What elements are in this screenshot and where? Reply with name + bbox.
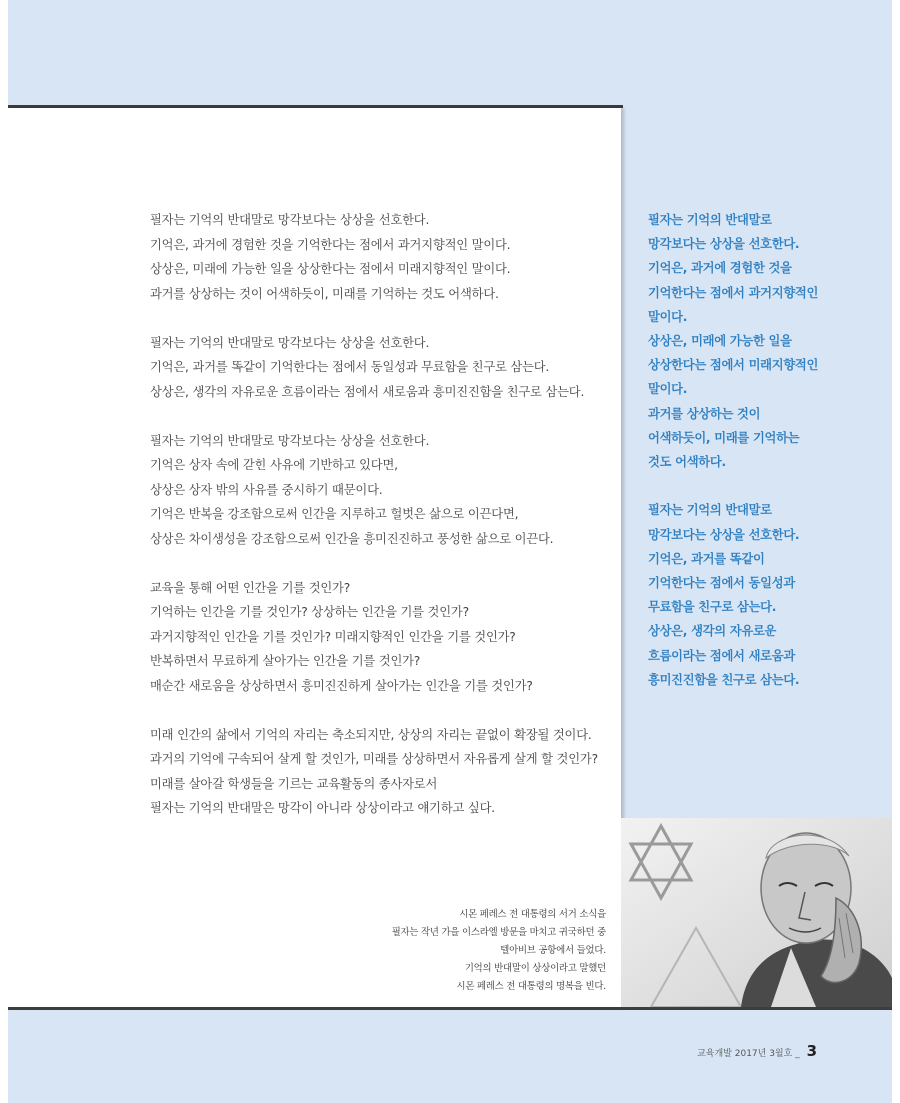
body-paragraph-line: 상상은, 생각의 자유로운 흐름이라는 점에서 새로움과 흥미진진함을 친구로 삼는다. <box>150 384 585 399</box>
bottom-divider <box>8 1007 892 1010</box>
article-body <box>150 208 610 845</box>
body-paragraph-line: 기억은, 과거에 경험한 것을 기억한다는 점에서 과거지향적인 말이다. <box>150 237 511 252</box>
pull-quote-paragraph-line: 망각보다는 상상을 선호한다. <box>648 527 800 542</box>
body-paragraph-line: 상상은 상자 밖의 사유를 중시하기 때문이다. <box>150 482 383 497</box>
pull-quote-paragraph-line: 기억은, 과거를 똑같이 <box>648 551 765 566</box>
pull-quote-paragraph-line: 기억한다는 점에서 과거지향적인 <box>648 285 819 300</box>
body-paragraph-line: 상상은, 미래에 가능한 일을 상상한다는 점에서 미래지향적인 말이다. <box>150 262 511 276</box>
caption-line: 시몬 페레스 전 대통령의 서거 소식을 <box>459 909 606 920</box>
body-paragraph-line: 상상은 차이생성을 강조함으로써 인간을 흥미진진하고 풍성한 삶으로 이끈다. <box>150 531 554 546</box>
pull-quote-paragraph-line: 말이다. <box>648 382 688 397</box>
body-paragraph-line: 매순간 새로움을 상상하면서 흥미진진하게 살아가는 인간을 기를 것인가? <box>150 678 533 693</box>
caption-line: 필자는 작년 가을 이스라엘 방문을 마치고 귀국하던 중 <box>391 927 606 938</box>
pull-quote-paragraph-line: 기억한다는 점에서 동일성과 <box>648 576 795 591</box>
body-paragraph-line: 반복하면서 무료하게 살아가는 인간을 기를 것인가? <box>150 654 421 668</box>
pull-quote <box>648 208 848 716</box>
body-paragraph <box>150 576 610 699</box>
pull-quote-paragraph-line: 말이다. <box>648 309 688 324</box>
pull-quote-paragraph-line: 기억은, 과거에 경험한 것을 <box>648 261 792 276</box>
pull-quote-paragraph-line: 필자는 기억의 반대말로 <box>648 213 772 227</box>
body-paragraph-line: 기억은, 과거를 똑같이 기억한다는 점에서 동일성과 무료함을 친구로 삼는다. <box>150 360 550 374</box>
photo-caption <box>330 906 606 996</box>
body-paragraph-line: 과거지향적인 인간을 기를 것인가? 미래지향적인 인간을 기를 것인가? <box>150 629 516 644</box>
caption-line: 텔아비브 공항에서 들었다. <box>500 945 606 956</box>
caption-line: 기억의 반대말이 상상이라고 말했던 <box>464 963 606 974</box>
body-paragraph-line: 과거의 기억에 구속되어 살게 할 것인가, 미래를 상상하면서 자유롭게 살게 할 것인가? <box>150 752 598 766</box>
body-paragraph-line: 교육을 통해 어떤 인간을 기를 것인가? <box>150 580 351 595</box>
portrait-sketch <box>621 818 892 1007</box>
pull-quote-paragraph-line: 흥미진진함을 친구로 삼는다. <box>648 672 800 687</box>
pull-quote-paragraph <box>648 208 848 474</box>
body-paragraph-line: 필자는 기억의 반대말은 망각이 아니라 상상이라고 얘기하고 싶다. <box>150 801 495 815</box>
body-paragraph-line: 필자는 기억의 반대말로 망각보다는 상상을 선호한다. <box>150 335 430 350</box>
pull-quote-paragraph-line: 상상한다는 점에서 미래지향적인 <box>648 358 819 373</box>
pull-quote-paragraph-line: 필자는 기억의 반대말로 <box>648 503 772 518</box>
pull-quote-paragraph-line: 과거를 상상하는 것이 <box>648 406 761 421</box>
publication-info: 교육개발 2017년 3월호 _ <box>697 1049 800 1059</box>
caption-line: 시몬 페레스 전 대통령의 명복을 빈다. <box>456 981 606 992</box>
pull-quote-paragraph-line: 어색하듯이, 미래를 기억하는 <box>648 430 800 445</box>
pull-quote-paragraph-line: 흐름이라는 점에서 새로움과 <box>648 648 795 663</box>
pull-quote-paragraph <box>648 498 848 692</box>
page-footer <box>697 1042 817 1060</box>
page-number: 3 <box>806 1042 817 1060</box>
body-paragraph-line: 기억은 상자 속에 갇힌 사유에 기반하고 있다면, <box>150 458 398 472</box>
body-paragraph <box>150 208 610 306</box>
body-paragraph <box>150 331 610 405</box>
pull-quote-paragraph-line: 상상은, 미래에 가능한 일을 <box>648 334 792 349</box>
body-paragraph <box>150 723 610 821</box>
body-paragraph-line: 기억하는 인간을 기를 것인가? 상상하는 인간을 기를 것인가? <box>150 605 469 619</box>
pull-quote-paragraph-line: 상상은, 생각의 자유로운 <box>648 624 777 639</box>
body-paragraph-line: 필자는 기억의 반대말로 망각보다는 상상을 선호한다. <box>150 433 430 448</box>
body-paragraph-line: 미래 인간의 삶에서 기억의 자리는 축소되지만, 상상의 자리는 끝없이 확장될 것이다. <box>150 727 592 742</box>
body-paragraph-line: 기억은 반복을 강조함으로써 인간을 지루하고 헐벗은 삶으로 이끈다면, <box>150 507 519 521</box>
body-paragraph-line: 과거를 상상하는 것이 어색하듯이, 미래를 기억하는 것도 어색하다. <box>150 286 499 301</box>
pull-quote-paragraph-line: 망각보다는 상상을 선호한다. <box>648 237 800 252</box>
pull-quote-paragraph-line: 것도 어색하다. <box>648 455 726 470</box>
body-paragraph <box>150 429 610 552</box>
body-paragraph-line: 미래를 살아갈 학생들을 기르는 교육활동의 종사자로서 <box>150 776 438 791</box>
portrait-image <box>621 818 892 1007</box>
pull-quote-paragraph-line: 무료함을 친구로 삼는다. <box>648 600 777 615</box>
body-paragraph-line: 필자는 기억의 반대말로 망각보다는 상상을 선호한다. <box>150 213 430 227</box>
